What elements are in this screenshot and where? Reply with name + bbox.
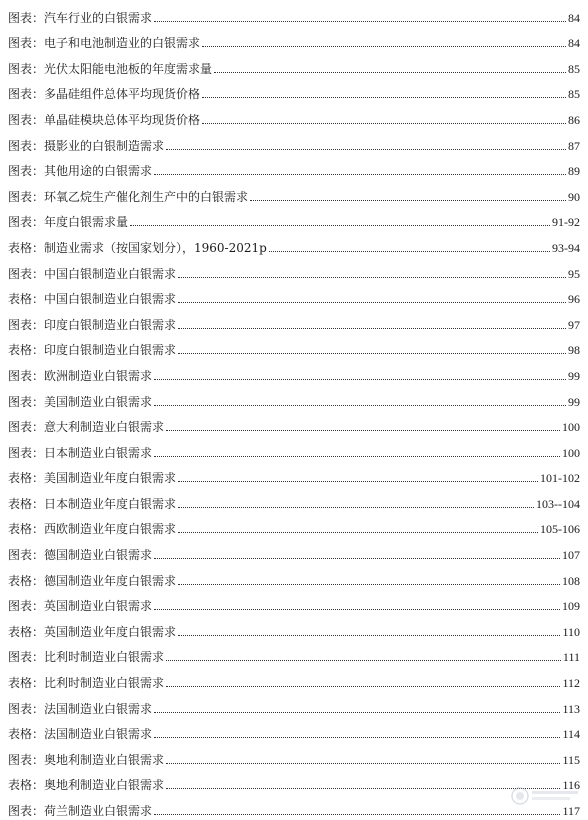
toc-entry[interactable] [8,538,580,564]
toc-entry-title: 图表：单晶硅模块总体平均现货价格 [8,112,201,127]
toc-entry-page: 89 [568,164,580,179]
toc-entry-title: 图表：欧洲制造业白银需求 [8,368,153,383]
toc-entry[interactable] [8,615,580,641]
watermark-logo [510,785,582,807]
toc-entry-title: 表格：印度白银制造业白银需求 [8,343,177,358]
toc-dot-leader [178,327,566,329]
toc-entry-title: 图表：其他用途的白银需求 [8,164,153,179]
toc-entry-page: 113 [562,701,580,716]
toc-entry-title: 图表：电子和电池制造业的白银需求 [8,36,201,51]
toc-entry-title: 图表：中国白银制造业白银需求 [8,266,177,281]
toc-dot-leader [178,506,534,508]
toc-entry[interactable] [8,231,580,257]
toc-entry[interactable] [8,155,580,181]
toc-dot-leader [166,148,566,150]
toc-entry[interactable] [8,283,580,309]
toc-dot-leader [250,199,566,201]
toc-entry-page: 105-106 [540,522,580,537]
toc-entry[interactable] [8,27,580,53]
toc-dot-leader [178,480,538,482]
toc-entry[interactable] [8,103,580,129]
toc-entry[interactable] [8,359,580,385]
toc-entry[interactable] [8,52,580,78]
toc-dot-leader [166,659,561,661]
toc-entry-title: 表格：美国制造业年度白银需求 [8,471,177,486]
toc-entry[interactable] [8,641,580,667]
toc-entry[interactable] [8,513,580,539]
toc-entry-page: 96 [568,292,580,307]
toc-dot-leader [154,455,560,457]
toc-entry-page: 97 [568,317,580,332]
toc-dot-leader [154,711,560,713]
toc-entry[interactable] [8,743,580,769]
toc-entry[interactable] [8,666,580,692]
toc-entry[interactable] [8,206,580,232]
toc-entry[interactable] [8,590,580,616]
toc-entry-title: 图表：奥地利制造业白银需求 [8,752,165,767]
toc-entry-title: 图表：环氧乙烷生产催化剂生产中的白银需求 [8,189,249,204]
toc-dot-leader [154,378,566,380]
toc-entry-page: 107 [562,548,580,563]
toc-entry[interactable] [8,180,580,206]
toc-entry-page: 108 [562,573,580,588]
toc-entry[interactable] [8,794,580,820]
toc-entry[interactable] [8,411,580,437]
toc-dot-leader [154,20,566,22]
toc-dot-leader [166,787,560,789]
toc-dot-leader [166,429,560,431]
toc-entry-page: 87 [568,138,580,153]
toc-entry[interactable] [8,564,580,590]
toc-entry-page: 111 [562,650,580,665]
toc-entry-title: 图表：汽车行业的白银需求 [8,10,153,25]
toc-dot-leader [269,250,550,252]
toc-entry-title: 图表：美国制造业白银需求 [8,394,153,409]
toc-entry-page: 114 [562,727,580,742]
toc-entry-page: 91-92 [552,215,580,230]
toc-entry-title: 图表：比利时制造业白银需求 [8,650,165,665]
toc-dot-leader [178,531,538,533]
toc-dot-leader [154,608,560,610]
toc-entry-title: 图表：摄影业的白银制造需求 [8,138,165,153]
toc-entry-title: 图表：法国制造业白银需求 [8,701,153,716]
toc-entry-page: 90 [568,189,580,204]
toc-entry-page: 86 [568,112,580,127]
toc-entry-page: 85 [568,87,580,102]
toc-entry-title: 图表：意大利制造业白银需求 [8,420,165,435]
toc-dot-leader [214,71,566,73]
toc-entry-title: 表格：中国白银制造业白银需求 [8,292,177,307]
toc-entry-page: 109 [562,599,580,614]
toc-entry-page: 100 [562,445,580,460]
toc-entry-title: 表格：奥地利制造业白银需求 [8,778,165,793]
toc-entry-title: 图表：荷兰制造业白银需求 [8,804,153,818]
toc-entry-title: 表格：比利时制造业白银需求 [8,676,165,691]
toc-entry[interactable] [8,129,580,155]
toc-dot-leader [178,301,566,303]
toc-dot-leader [166,762,560,764]
toc-dot-leader [202,122,566,124]
toc-dot-leader [178,276,566,278]
toc-entry-page: 117 [562,804,580,818]
toc-dot-leader [154,813,560,815]
toc-entry[interactable] [8,385,580,411]
toc-entry-title: 图表：日本制造业白银需求 [8,445,153,460]
toc-entry-page: 101-102 [540,471,580,486]
toc-dot-leader [154,173,566,175]
toc-entry-title: 表格：日本制造业年度白银需求 [8,496,177,511]
toc-dot-leader [178,583,560,585]
toc-entry[interactable] [8,718,580,744]
toc-entry-page: 110 [562,624,580,639]
toc-dot-leader [178,634,560,636]
toc-dot-leader [202,45,566,47]
toc-entry[interactable] [8,462,580,488]
toc-dot-leader [154,557,560,559]
toc-entry-page: 115 [562,752,580,767]
toc-entry-title: 图表：年度白银需求量 [8,215,129,230]
toc-dot-leader [178,352,566,354]
toc-entry-page: 112 [562,676,580,691]
toc-entry-page: 99 [568,368,580,383]
toc-entry-page: 93-94 [552,240,580,255]
toc-entry[interactable] [8,257,580,283]
toc-entry-page: 84 [568,36,580,51]
toc-entry-title: 表格：西欧制造业年度白银需求 [8,522,177,537]
toc-dot-leader [166,685,560,687]
toc-entry[interactable] [8,308,580,334]
toc-entry-page: 95 [568,266,580,281]
toc-entry-page: 85 [568,61,580,76]
toc-dot-leader [130,224,550,226]
toc-entry-page: 98 [568,343,580,358]
toc-entry-title: 表格：制造业需求（按国家划分），1960-2021p [8,240,267,255]
table-of-contents [8,1,580,820]
toc-entry[interactable] [8,487,580,513]
toc-dot-leader [154,404,566,406]
toc-entry[interactable] [8,692,580,718]
toc-entry-title: 图表：德国制造业白银需求 [8,548,153,563]
toc-entry-title: 图表：印度白银制造业白银需求 [8,317,177,332]
toc-entry-page: 103--104 [536,496,580,511]
toc-entry-title: 表格：德国制造业年度白银需求 [8,573,177,588]
toc-entry[interactable] [8,334,580,360]
toc-entry-page: 116 [562,778,580,793]
toc-entry-title: 图表：英国制造业白银需求 [8,599,153,614]
toc-entry[interactable] [8,78,580,104]
toc-entry-title: 图表：多晶硅组件总体平均现货价格 [8,87,201,102]
toc-entry-title: 表格：法国制造业白银需求 [8,727,153,742]
toc-entry-title: 表格：英国制造业年度白银需求 [8,624,177,639]
toc-entry-page: 84 [568,10,580,25]
toc-dot-leader [154,736,560,738]
toc-dot-leader [202,96,566,98]
toc-entry[interactable] [8,436,580,462]
toc-entry[interactable] [8,1,580,27]
toc-entry-page: 99 [568,394,580,409]
toc-entry[interactable] [8,769,580,795]
toc-entry-page: 100 [562,420,580,435]
toc-entry-title: 图表：光伏太阳能电池板的年度需求量 [8,61,213,76]
